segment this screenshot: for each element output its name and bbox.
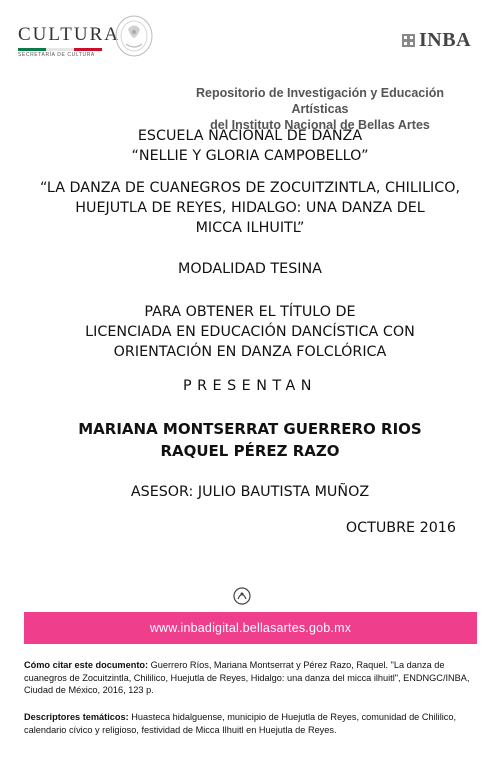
title-line-1: “LA DANZA DE CUANEGROS DE ZOCUITZINTLA, CHILILICO, [39,180,461,196]
author-2: RAQUEL PÉREZ RAZO [160,442,340,460]
repository-line-1: Repositorio de Investigación y Educación Artísticas [196,86,444,116]
citation-label: Cómo citar este documento: [24,660,149,670]
degree-line-1: PARA OBTENER EL TÍTULO DE [144,304,356,320]
school-name [0,126,500,166]
cultura-logo [18,24,120,58]
cultura-logo-text: CULTURA [18,24,120,45]
cultura-logo-sub: SECRETARÍA DE CULTURA [18,52,95,58]
citation-block [24,659,474,697]
author-1: MARIANA MONTSERRAT GUERRERO RIOS [78,420,422,438]
advisor: ASESOR: JULIO BAUTISTA MUÑOZ [130,484,370,500]
repository-line-2: del Instituto Nacional de Bellas Artes [210,118,430,132]
escuela-logo-icon [232,586,252,606]
degree-line-2: LICENCIADA EN EDUCACIÓN DANCÍSTICA CON [85,324,415,340]
thesis-title [0,178,500,238]
degree-line-3: ORIENTACIÓN EN DANZA FOLCLÓRICA [113,344,387,360]
inba-logo [402,29,471,52]
descriptors-text: Huasteca hidalguense, municipio de Huejutla de Reyes, comunidad de Chililico, calendario cívico y religioso, festividad de Micca Ilhuitl en Huejutla de Reyes. [24,712,457,735]
school-line-2: “NELLIE Y GLORIA CAMPOBELLO” [131,148,369,164]
present-label: PRESENTAN [183,378,317,394]
flag-stripe [18,48,102,51]
repository-url-link[interactable]: www.inbadigital.bellasartes.gob.mx [24,612,477,644]
descriptors-block [24,711,474,736]
date: OCTUBRE 2016 [345,520,456,536]
inba-logo-text: INBA [419,29,472,51]
title-line-2: HUEJUTLA DE REYES, HIDALGO: UNA DANZA DEL [75,200,425,216]
school-line-1: ESCUELA NACIONAL DE DANZA [137,128,363,144]
modality: MODALIDAD TESINA [178,261,322,277]
degree [0,302,500,362]
authors [0,418,500,462]
title-line-3: MICCA ILHUITL” [195,220,305,236]
national-seal-icon [114,14,154,58]
descriptors-label: Descriptores temáticos: [24,712,129,722]
citation-text: Guerrero Ríos, Mariana Montserrat y Pérez Razo, Raquel. "La danza de cuanegros de Zocuitzintla, Chililico, Huejutla de Reyes, Hidalgo: una danza del micca ilhuitl", ENDNGC/INBA, Ciudad de México, 2016, 123 p. [24,660,470,695]
inba-grid-icon [402,34,415,47]
